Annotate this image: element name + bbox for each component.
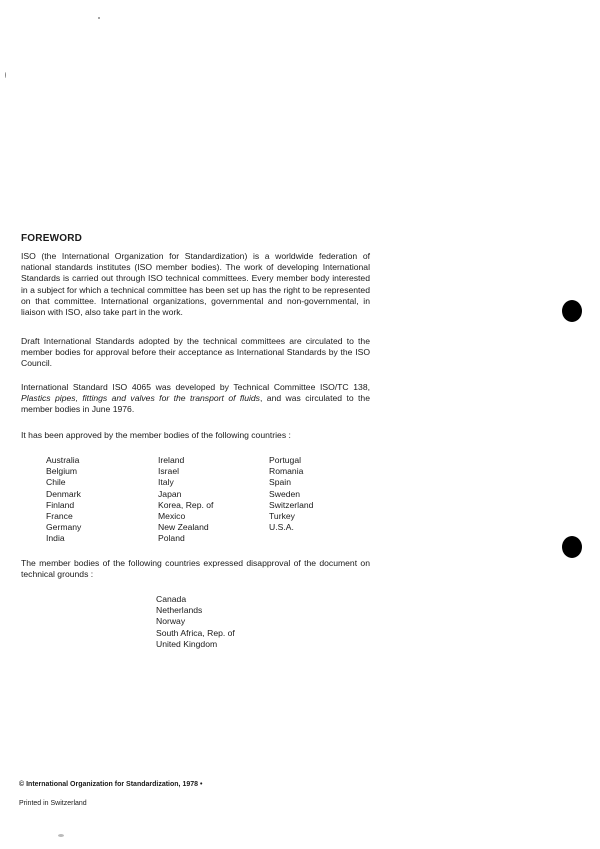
para3-end: , and was circulated to the member bodies in June 1976.: [21, 393, 370, 415]
country-item: Portugal: [269, 455, 302, 465]
paragraph-draft-standards: Draft International Standards adopted by the technical committees are circulated to the member bodies for approval before their acceptance as International Standards by the ISO Council.: [21, 336, 370, 369]
country-item: Finland: [46, 499, 75, 510]
country-item: Denmark: [46, 488, 81, 499]
disapproving-countries-list: [156, 594, 235, 650]
country-item: Chile: [46, 477, 66, 488]
approving-countries-column-1: [46, 455, 81, 545]
country-item: Belgium: [46, 466, 78, 477]
punch-hole-bottom: [562, 536, 582, 558]
country-item: South Africa, Rep. of: [156, 627, 235, 638]
punch-hole-top: [562, 300, 582, 322]
paragraph-approval-intro: It has been approved by the member bodies of the following countries :: [21, 430, 291, 440]
approving-countries-column-3: [269, 455, 313, 533]
country-item: France: [46, 511, 73, 522]
paragraph-standard-development: [21, 382, 370, 416]
country-item: Canada: [156, 594, 187, 604]
country-item: Romania: [269, 466, 304, 477]
printed-location: Printed in Switzerland: [19, 800, 87, 807]
paragraph-iso-intro: ISO (the International Organization for Standardization) is a worldwide federation of national standards institutes (ISO member bodies). The work of developing International Standards is carried out through ISO technical committees. Every member body interested in a subject for which a technical committee has been set up has the right to be represented on that committee. International organizations, governmental and non-governmental, in liaison with ISO, also take part in the work.: [21, 251, 370, 318]
scan-speck: [98, 17, 100, 19]
country-item: Mexico: [158, 511, 186, 522]
country-item: Norway: [156, 616, 186, 627]
country-item: India: [46, 533, 65, 544]
committee-title: Plastics pipes, fittings and valves for the transport of fluids: [21, 393, 260, 404]
country-item: Poland: [158, 533, 185, 544]
country-item: New Zealand: [158, 522, 209, 533]
country-item: Switzerland: [269, 499, 314, 510]
country-item: Ireland: [158, 455, 185, 465]
country-item: United Kingdom: [156, 638, 218, 649]
country-item: Netherlands: [156, 605, 203, 616]
country-item: Israel: [158, 466, 180, 477]
country-item: Italy: [158, 477, 174, 488]
country-item: Sweden: [269, 488, 301, 499]
approving-countries-column-2: [158, 455, 213, 545]
country-item: Turkey: [269, 511, 295, 522]
country-item: Spain: [269, 477, 291, 488]
country-item: Japan: [158, 488, 182, 499]
paragraph-disapproval-intro: The member bodies of the following countries expressed disapproval of the document on technical grounds :: [21, 558, 370, 580]
country-item: Korea, Rep. of: [158, 499, 214, 510]
copyright-notice: © International Organization for Standardization, 1978 •: [19, 781, 203, 788]
country-item: U.S.A.: [269, 522, 294, 533]
scan-speck: [58, 834, 64, 837]
scan-speck: [5, 72, 6, 78]
para3-start: International Standard ISO 4065 was developed by Technical Committee ISO/TC 138,: [21, 382, 370, 392]
country-item: Germany: [46, 522, 82, 533]
country-item: Australia: [46, 455, 80, 465]
foreword-heading: FOREWORD: [21, 233, 83, 244]
